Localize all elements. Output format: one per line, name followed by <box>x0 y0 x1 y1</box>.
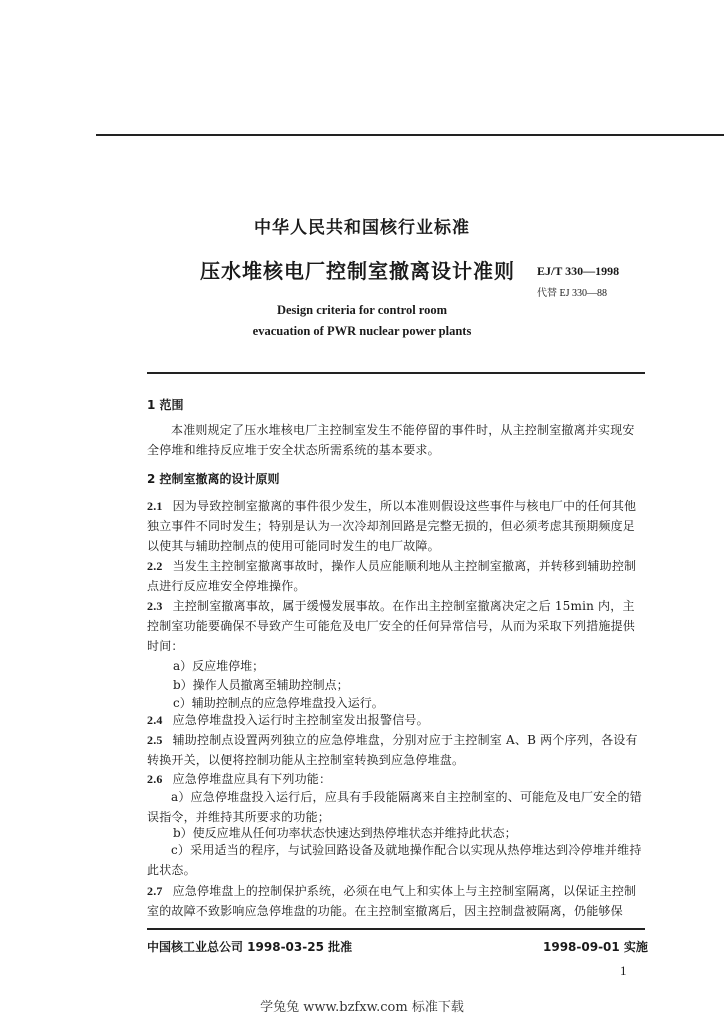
clause-2-3-number: 2.3 <box>147 599 163 613</box>
clause-2-1-text: 因为导致控制室撤离的事件很少发生，所以本准则假设这些事件与核电厂中的任何其他独立事件不同时发生；特别是认为一次冷却剂回路是完整无损的，但必须考虑其预期频度足以使其与辅助控制点的使用可能同时发生的电厂故障。 <box>147 499 637 553</box>
top-rule <box>96 134 724 136</box>
section-1-paragraph: 本准则规定了压水堆核电厂主控制室发生不能停留的事件时，从主控制室撤离并实现安全停堆和维持反应堆于安全状态所需系统的基本要求。 <box>147 423 635 457</box>
clause-2-6-item-a: a）应急停堆盘投入运行后，应具有手段能隔离来自主控制室的、可能危及电厂安全的错误指令，并维持其所要求的功能； <box>147 790 642 824</box>
clause-2-2-number: 2.2 <box>147 559 163 573</box>
clause-2-4-number: 2.4 <box>147 713 163 727</box>
approval-line: 中国核工业总公司 1998-03-25 批准 <box>147 940 353 954</box>
clause-2-2 <box>147 556 645 596</box>
clause-2-5-text: 辅助控制点设置两列独立的应急停堆盘，分别对应于主控制室 A、B 两个序列，各设有转换开关，以便将控制功能从主控制室转换到应急停堆盘。 <box>147 733 638 767</box>
clause-2-7 <box>147 881 645 921</box>
standard-number: EJ/T 330—1998 <box>537 264 620 278</box>
english-title-line-2: evacuation of PWR nuclear power plants <box>252 324 472 338</box>
implementation-date: 1998-09-01 实施 <box>543 940 648 954</box>
section-2-heading: 2 控制室撤离的设计原则 <box>147 472 280 486</box>
clause-2-6-item-c: c）采用适当的程序，与试验回路设备及就地操作配合以实现从热停堆达到冷停堆并维持此状态。 <box>147 843 642 877</box>
issuing-organization: 中华人民共和国核行业标准 <box>254 218 470 238</box>
watermark-footer: 学兔兔 www.bzfxw.com 标准下载 <box>260 1000 464 1015</box>
replaces-standard: 代替 EJ 330—88 <box>537 288 607 299</box>
clause-2-3-text: 主控制室撤离事故，属于缓慢发展事故。在作出主控制室撤离决定之后 15min 内，主控制室功能要确保不导致产生可能危及电厂安全的任何异常信号，从而为采取下列措施提供时间： <box>147 599 636 653</box>
clause-2-6 <box>147 769 645 789</box>
clause-2-6-item-b: b）使反应堆从任何功率状态快速达到热停堆状态并维持此状态； <box>173 826 517 840</box>
clause-2-3-item-a: a）反应堆停堆； <box>173 659 265 673</box>
bottom-rule <box>147 928 645 930</box>
document-title: 压水堆核电厂控制室撤离设计准则 <box>200 259 515 283</box>
clause-2-5 <box>147 730 645 770</box>
clause-2-4-text: 应急停堆盘投入运行时主控制室发出报警信号。 <box>172 713 429 727</box>
clause-2-7-text: 应急停堆盘上的控制保护系统，必须在电气上和实体上与主控制室隔离，以保证主控制室的故障不致影响应急停堆盘的功能。在主控制室撤离后，因主控制盘被隔离，仍能够保 <box>147 884 637 918</box>
clause-2-5-number: 2.5 <box>147 733 163 747</box>
clause-2-6-number: 2.6 <box>147 772 163 786</box>
clause-2-1-number: 2.1 <box>147 499 163 513</box>
clause-2-3 <box>147 596 645 656</box>
clause-2-3-item-b: b）操作人员撤离至辅助控制点； <box>173 678 349 692</box>
clause-2-6-text: 应急停堆盘应具有下列功能： <box>172 772 332 786</box>
clause-2-2-text: 当发生主控制室撤离事故时，操作人员应能顺利地从主控制室撤离，并转移到辅助控制点进行反应堆安全停堆操作。 <box>147 559 637 593</box>
section-1-heading: 1 范围 <box>147 398 184 412</box>
clause-2-4 <box>147 710 645 730</box>
page-number: 1 <box>620 963 627 978</box>
clause-2-7-number: 2.7 <box>147 884 163 898</box>
english-title-line-1: Design criteria for control room <box>276 303 448 317</box>
header-rule <box>147 372 645 374</box>
clause-2-3-item-c: c）辅助控制点的应急停堆盘投入运行。 <box>173 696 384 710</box>
clause-2-1 <box>147 496 645 556</box>
